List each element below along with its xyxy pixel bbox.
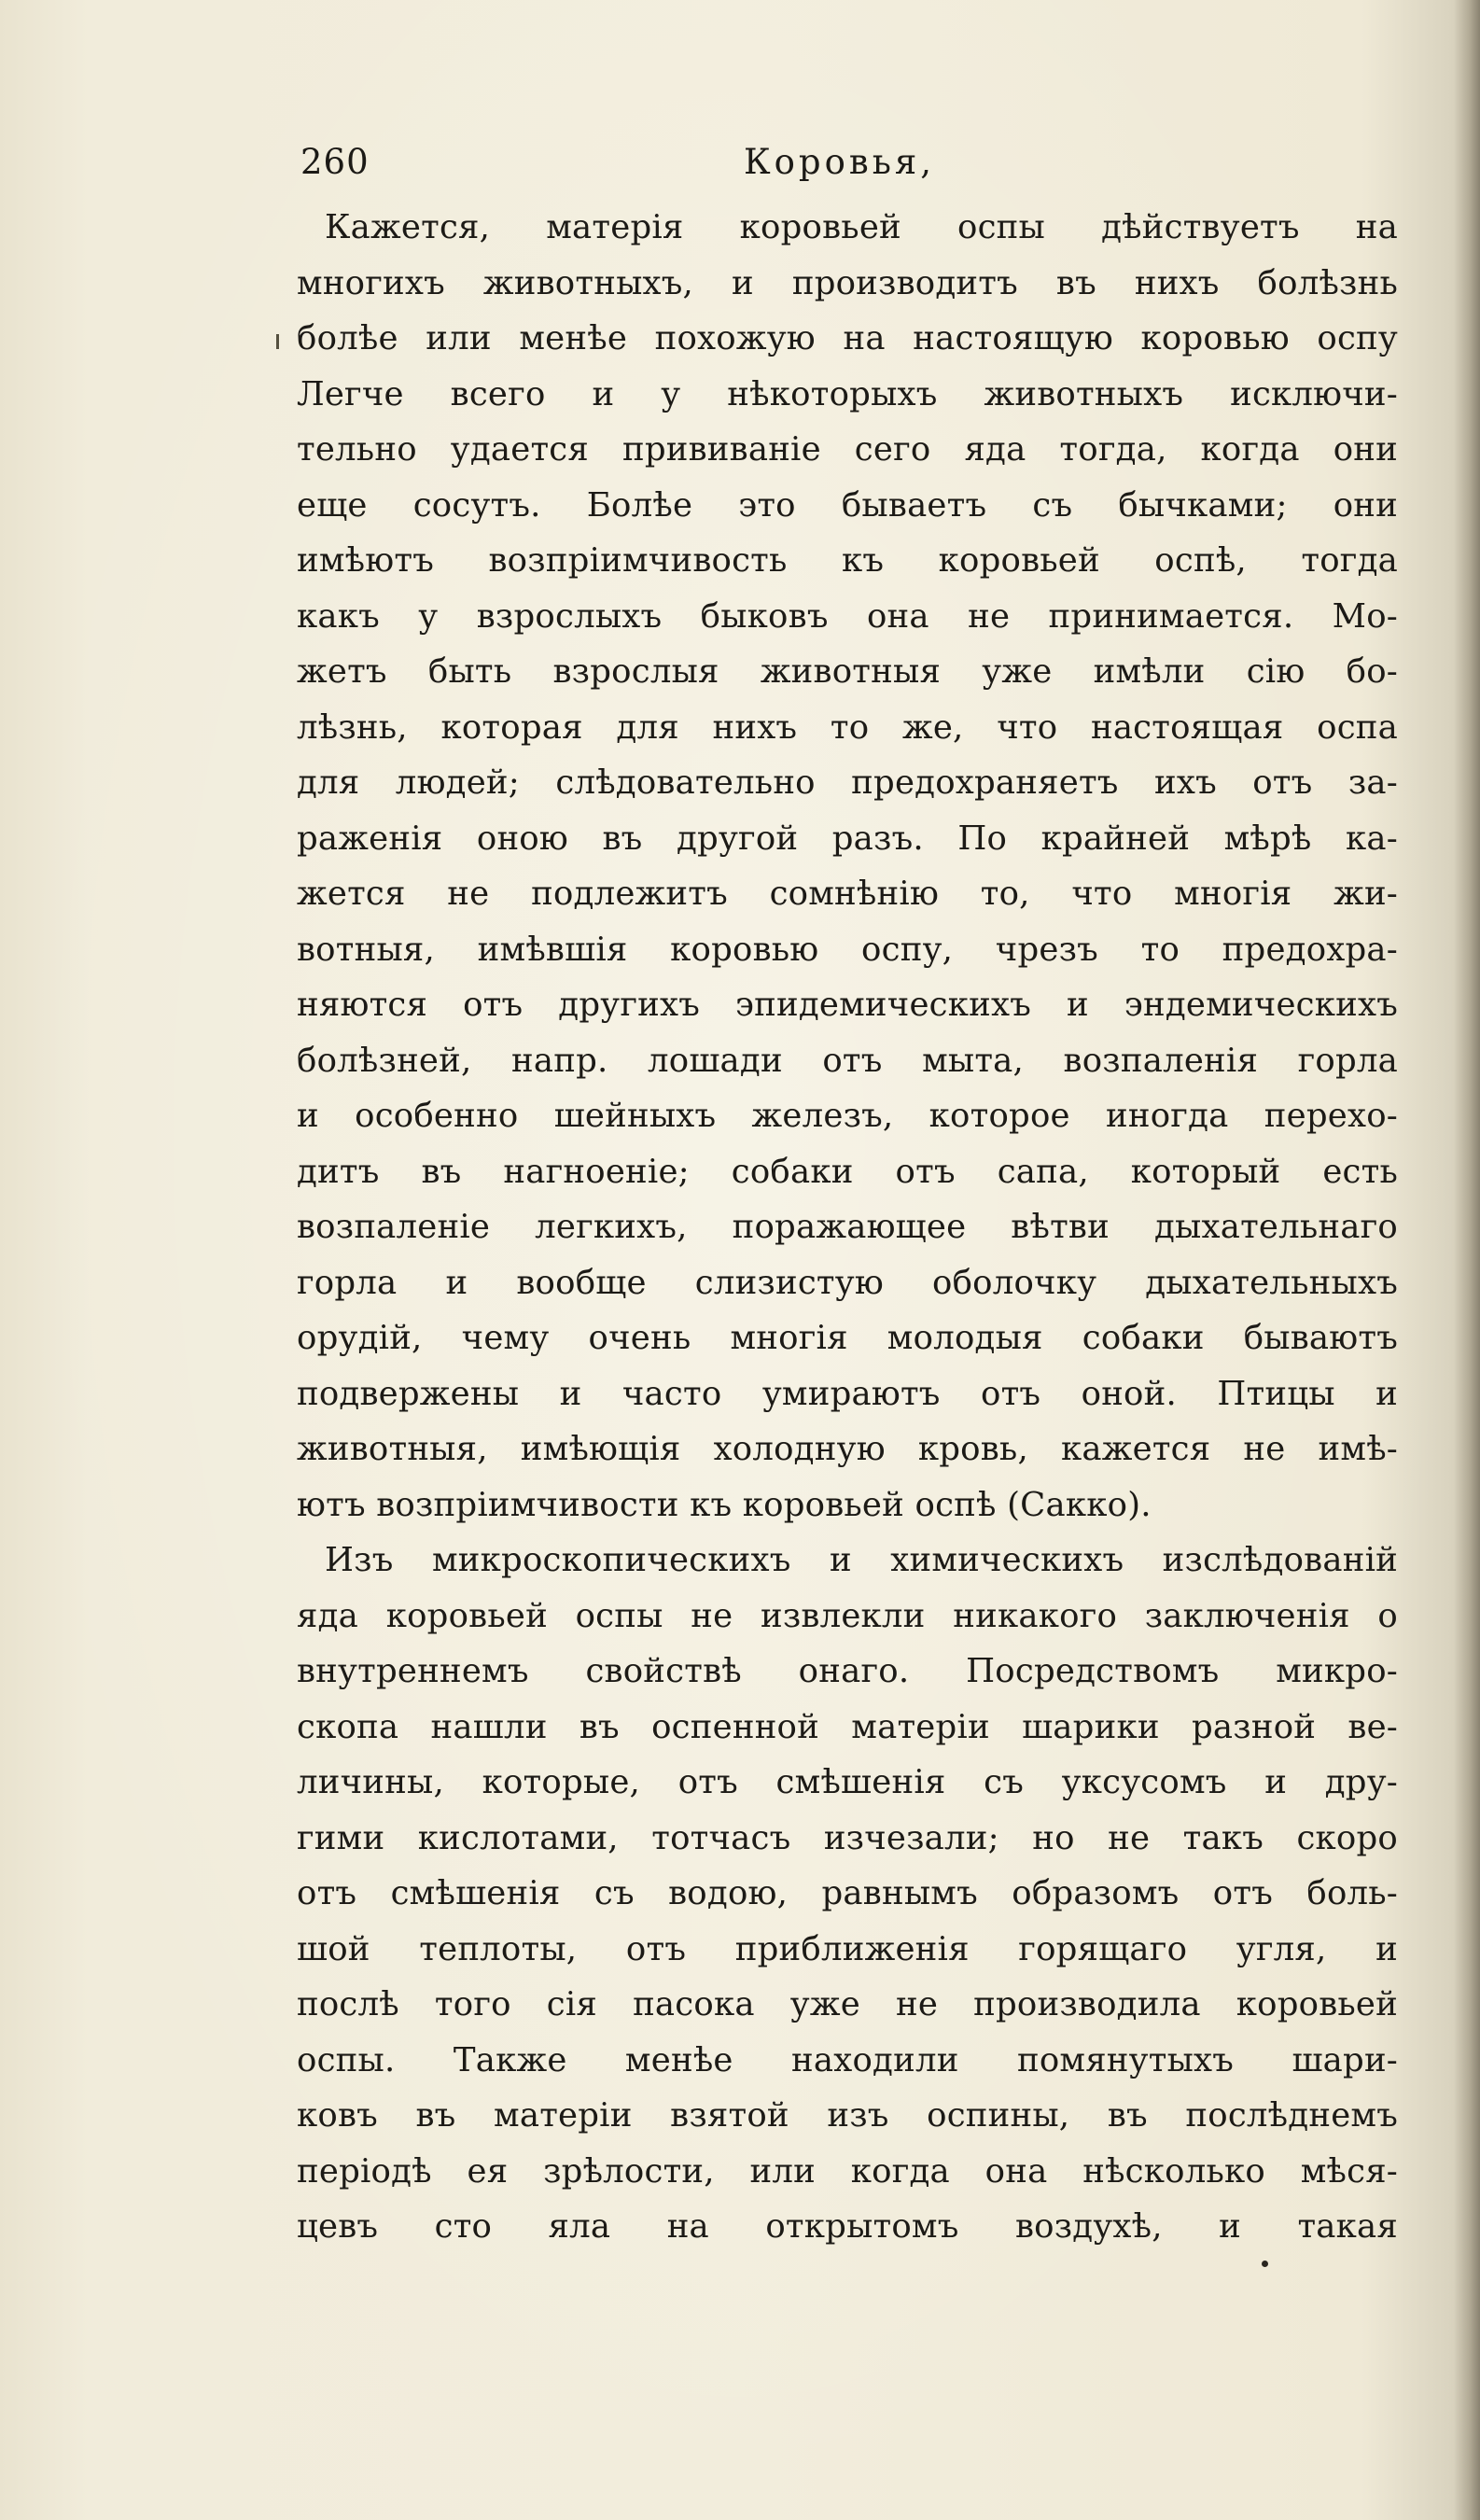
text-line: яда коровьей оспы не извлекли никакого заключенія о bbox=[297, 1596, 1398, 1635]
text-line: многихъ животныхъ, и производитъ въ нихъ болѣзнь bbox=[297, 263, 1398, 302]
text-line: и особенно шейныхъ железъ, которое иногда перехо- bbox=[297, 1097, 1398, 1135]
text-line: для людей; слѣдовательно предохраняетъ ихъ отъ за- bbox=[297, 763, 1398, 802]
text-line: оспы. Также менѣе находили помянутыхъ шари- bbox=[297, 2040, 1398, 2079]
text-line: ковъ въ матеріи взятой изъ оспины, въ послѣднемъ bbox=[297, 2096, 1398, 2135]
text-line: шой теплоты, отъ приближенія горящаго угля, и bbox=[297, 1929, 1398, 1968]
text-line: болѣе или менѣе похожую на настоящую коровью оспу bbox=[297, 319, 1398, 357]
paragraph-1 bbox=[297, 200, 1398, 1533]
text-line: внутреннемъ свойствѣ онаго. Посредствомъ микро- bbox=[297, 1652, 1398, 1690]
text-line: гими кислотами, тотчасъ изчезали; но не такъ скоро bbox=[297, 1818, 1398, 1857]
text-line: цевъ сто яла на открытомъ воздухѣ, и такая bbox=[297, 2207, 1398, 2246]
text-line: періодѣ ея зрѣлости, или когда она нѣсколько мѣся- bbox=[297, 2151, 1398, 2191]
paragraph-2 bbox=[297, 1533, 1398, 2255]
text-line: орудій, чему очень многія молодыя собаки бываютъ bbox=[297, 1319, 1398, 1357]
text-line: ютъ возпріимчивости къ коровьей оспѣ (Сакко). bbox=[297, 1485, 1152, 1524]
text-line: горла и вообще слизистую оболочку дыхательныхъ bbox=[297, 1263, 1398, 1302]
text-line: жетъ быть взрослыя животныя уже имѣли сію бо- bbox=[297, 652, 1398, 691]
text-line: няются отъ другихъ эпидемическихъ и эндемическихъ bbox=[297, 986, 1398, 1024]
text-line: дитъ въ нагноеніе; собаки отъ сапа, который есть bbox=[297, 1152, 1398, 1191]
page-number: 260 bbox=[300, 142, 370, 182]
text-line: имѣютъ возпріимчивость къ коровьей оспѣ, тогда bbox=[297, 541, 1398, 580]
text-line: лѣзнь, которая для нихъ то же, что настоящая оспа bbox=[297, 707, 1398, 747]
text-line: животныя, имѣющія холодную кровь, кажется не имѣ- bbox=[297, 1430, 1398, 1468]
text-line: какъ у взрослыхъ быковъ она не принимается. Мо- bbox=[297, 596, 1398, 636]
text-line: тельно удается прививаніе сего яда тогда, когда они bbox=[297, 430, 1398, 469]
text-line: раженія оною въ другой разъ. По крайней мѣрѣ ка- bbox=[297, 819, 1398, 858]
text-line: Изъ микроскопическихъ и химическихъ изслѣдованій bbox=[325, 1541, 1398, 1579]
text-line: отъ смѣшенія съ водою, равнымъ образомъ отъ боль- bbox=[297, 1874, 1398, 1912]
text-line: жется не подлежитъ сомнѣнію то, что многія жи- bbox=[297, 875, 1398, 913]
text-line: скопа нашли въ оспенной матеріи шарики разной ве- bbox=[297, 1707, 1398, 1746]
text-line: послѣ того сія пасока уже не производила коровьей bbox=[297, 1985, 1398, 2023]
text-line: подвержены и часто умираютъ отъ оной. Птицы и bbox=[297, 1374, 1398, 1413]
text-line: Легче всего и у нѣкоторыхъ животныхъ исключи- bbox=[297, 374, 1398, 413]
margin-mark bbox=[276, 334, 279, 349]
ink-dot bbox=[1262, 2261, 1268, 2267]
page-header bbox=[300, 142, 1402, 198]
text-line: Кажется, матерія коровьей оспы дѣйствуетъ на bbox=[325, 208, 1398, 246]
text-line: еще сосутъ. Болѣе это бываетъ съ бычками; они bbox=[297, 485, 1398, 525]
text-line: вотныя, имѣвшія коровью оспу, чрезъ то предохра- bbox=[297, 930, 1398, 969]
text-line: возпаленіе легкихъ, поражающее вѣтви дыхательнаго bbox=[297, 1208, 1398, 1246]
body-text bbox=[297, 200, 1398, 2255]
running-head: Коровья, bbox=[744, 142, 935, 182]
text-line: болѣзней, напр. лошади отъ мыта, возпаленія горла bbox=[297, 1041, 1398, 1080]
text-line: личины, которые, отъ смѣшенія съ уксусомъ и дру- bbox=[297, 1763, 1398, 1801]
page-gutter-shadow bbox=[1454, 0, 1480, 2520]
